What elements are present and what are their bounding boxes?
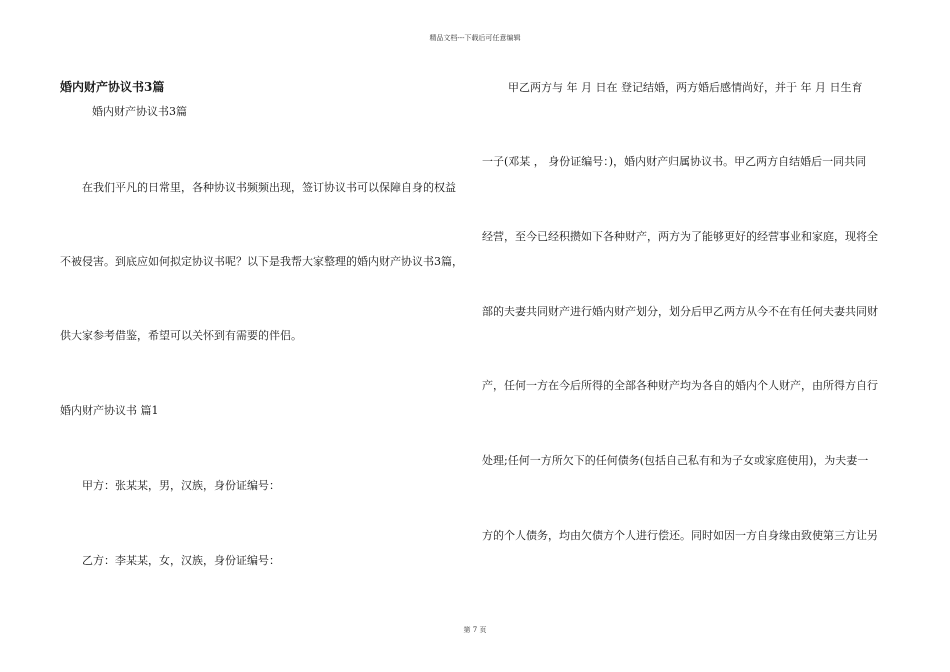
body-text-line: 一子(邓某 ， 身份证编号：)，婚内财产归属协议书。甲乙两方自结婚后一同共同 bbox=[482, 155, 867, 168]
document-subtitle: 婚内财产协议书3篇 bbox=[92, 105, 187, 118]
party-b-line: 乙方：李某某，女，汉族，身份证编号： bbox=[82, 554, 280, 567]
intro-paragraph-line: 供大家参考借鉴，希望可以关怀到有需要的伴侣。 bbox=[60, 329, 302, 342]
body-text-line: 部的夫妻共同财产进行婚内财产划分，划分后甲乙两方从今不在有任何夫妻共同财 bbox=[482, 305, 878, 318]
intro-paragraph-line: 不被侵害。到底应如何拟定协议书呢？以下是我帮大家整理的婚内财产协议书3篇， bbox=[60, 255, 463, 268]
body-text-line: 方的个人债务，均由欠债方个人进行偿还。同时如因一方自身缘由致使第三方让另 bbox=[482, 529, 878, 542]
body-text-line: 产，任何一方在今后所得的全部各种财产均为各自的婚内个人财产，由所得方自行 bbox=[482, 379, 878, 392]
document-title: 婚内财产协议书3篇 bbox=[60, 80, 165, 94]
body-text-line: 甲乙两方与 年 月 日在 登记结婚，两方婚后感情尚好，并于 年 月 日生育 bbox=[508, 81, 863, 94]
party-a-line: 甲方：张某某，男，汉族，身份证编号： bbox=[82, 479, 280, 492]
section-heading: 婚内财产协议书 篇1 bbox=[60, 404, 159, 417]
page-header-note: 精品文档---下载后可任意编辑 bbox=[429, 34, 521, 42]
body-text-line: 处理;任何一方所欠下的任何债务(包括自己私有和为子女或家庭使用)，为夫妻一 bbox=[482, 454, 869, 467]
page-number: 第 7 页 bbox=[463, 626, 487, 634]
intro-paragraph-line: 在我们平凡的日常里，各种协议书频频出现，签订协议书可以保障自身的权益 bbox=[82, 181, 456, 194]
body-text-line: 经营，至今已经积攒如下各种财产，两方为了能够更好的经营事业和家庭，现将全 bbox=[482, 230, 878, 243]
